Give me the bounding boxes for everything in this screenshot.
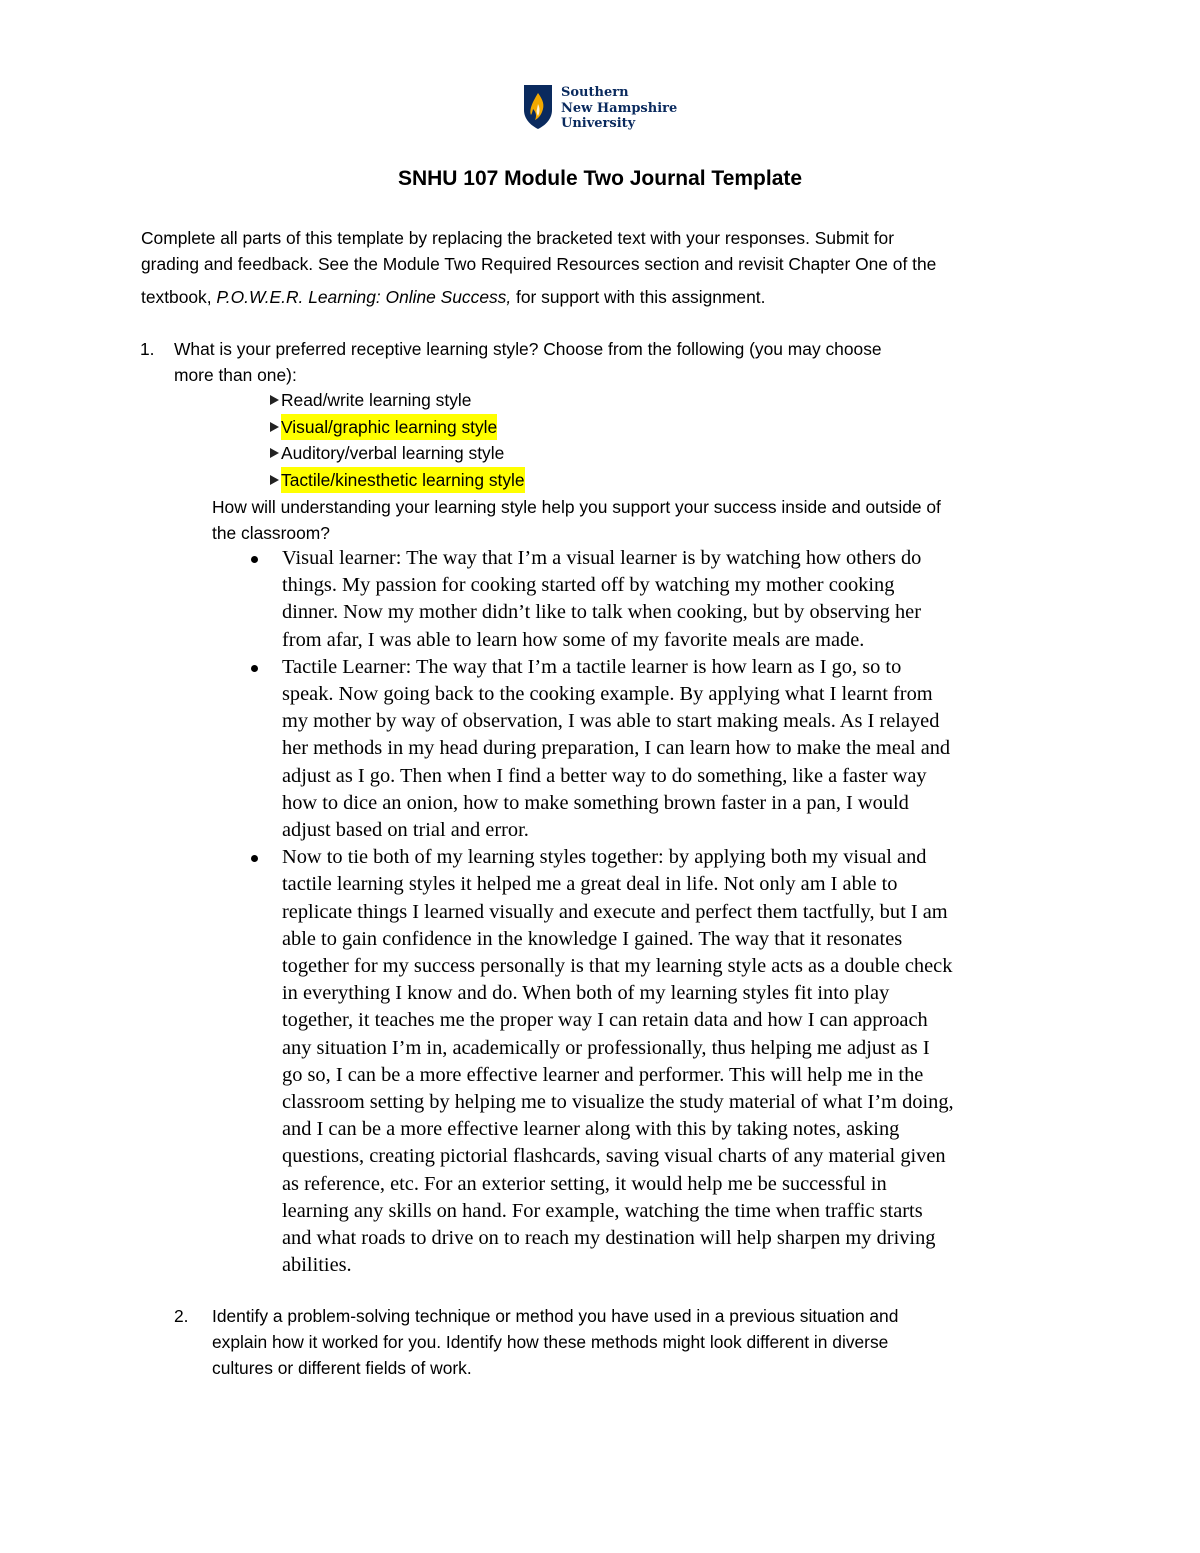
answer-line: questions, creating pictorial flashcards, saving visual charts of any material given	[282, 1145, 946, 1168]
learning-style-label-highlighted: Visual/graphic learning style	[281, 414, 497, 441]
answer-line: speak. Now going back to the cooking example. By applying what I learnt from	[282, 683, 933, 706]
answer-line: as reference, etc. For an exterior setting, it would help me be successful in	[282, 1172, 887, 1195]
question-1-followup-line-2: the classroom?	[212, 523, 330, 543]
learning-style-item	[270, 467, 525, 494]
bullet-dot-icon	[251, 855, 258, 862]
answer-line: things. My passion for cooking started off by watching my mother cooking	[282, 574, 895, 597]
learning-style-item	[270, 414, 525, 441]
snhu-logo	[523, 84, 677, 134]
answer-line: Now to tie both of my learning styles together: by applying both my visual and	[282, 846, 927, 869]
learning-style-list	[270, 387, 525, 493]
question-1-line-2: more than one):	[174, 365, 297, 385]
answer-line: together, it teaches me the proper way I can retain data and how I can approach	[282, 1009, 928, 1032]
question-1-followup	[212, 494, 941, 546]
answer-line: Visual learner: The way that I’m a visual learner is by watching how others do	[282, 547, 922, 569]
question-1-number: 1.	[140, 339, 155, 359]
question-2-line-2: explain how it worked for you. Identify how these methods might look different in diverse	[212, 1332, 889, 1352]
answer-line: any situation I’m in, academically or professionally, thus helping me adjust as I	[282, 1036, 930, 1059]
answer-line: classroom setting by helping me to visualize the study material of what I’m doing,	[282, 1091, 954, 1114]
question-1	[140, 336, 1054, 388]
learning-style-item	[270, 387, 525, 414]
question-2-line-3: cultures or different fields of work.	[212, 1358, 472, 1378]
answer-line: in everything I know and do. When both of my learning styles fit into play	[282, 982, 890, 1005]
answer-line: learning any skills on hand. For example, watching the time when traffic starts	[282, 1199, 923, 1222]
intro-line-3	[141, 284, 1071, 310]
answer-bullet-visual	[282, 545, 1072, 654]
question-2	[174, 1303, 898, 1381]
answer-line: her methods in my head during preparation, I can learn how to make the meal and	[282, 737, 951, 760]
intro-line-3-prefix: textbook,	[141, 287, 217, 307]
bullet-dot-icon	[251, 556, 258, 563]
textbook-title: P.O.W.E.R. Learning: Online Success,	[216, 287, 512, 307]
logo-line-1: Southern	[561, 85, 629, 100]
answer-line: dinner. Now my mother didn’t like to talk when cooking, but by observing her	[282, 601, 921, 624]
answer-list	[282, 545, 1072, 1279]
answer-line: tactile learning styles it helped me a great deal in life. Not only am I able to	[282, 873, 898, 896]
answer-line: go so, I can be a more effective learner and performer. This will help me in the	[282, 1063, 924, 1086]
answer-bullet-combined	[282, 844, 1072, 1279]
learning-style-label: Auditory/verbal learning style	[281, 443, 505, 463]
learning-style-label-highlighted: Tactile/kinesthetic learning style	[281, 467, 525, 494]
answer-line: my mother by way of observation, I was able to start making meals. As I relayed	[282, 710, 940, 733]
logo-wordmark	[561, 85, 677, 132]
answer-line: abilities.	[282, 1254, 352, 1277]
bullet-dot-icon	[251, 665, 258, 672]
logo-line-3: University	[561, 116, 636, 131]
snhu-flame-shield-logo-icon	[523, 84, 553, 130]
question-1-followup-line-1: How will understanding your learning style help you support your success inside and outside of	[212, 497, 941, 517]
answer-line: from afar, I was able to learn how some of my favorite meals are made.	[282, 628, 865, 651]
learning-style-item	[270, 440, 525, 467]
answer-line: adjust as I go. Then when I find a better way to do something, like a faster way	[282, 764, 927, 787]
answer-line: able to gain confidence in the knowledge I gained. The way that it resonates	[282, 927, 903, 950]
triangle-bullet-icon	[270, 475, 279, 485]
logo-line-2: New Hampshire	[561, 100, 678, 116]
intro-line-3-suffix: for support with this assignment.	[511, 287, 766, 307]
learning-style-label: Read/write learning style	[281, 390, 472, 410]
answer-line: and what roads to drive on to reach my destination will help sharpen my driving	[282, 1227, 936, 1250]
answer-line: and I can be a more effective learner along with this by taking notes, asking	[282, 1118, 900, 1141]
question-1-line-1: What is your preferred receptive learning style? Choose from the following (you may choose	[174, 339, 882, 359]
intro-line-1: Complete all parts of this template by replacing the bracketed text with your responses. Submit for	[141, 228, 894, 248]
intro-paragraph	[141, 225, 1071, 310]
answer-line: together for my success personally is that my learning style acts as a double check	[282, 955, 953, 978]
answer-line: Tactile Learner: The way that I’m a tactile learner is how learn as I go, so to	[282, 655, 902, 678]
question-2-line-1: Identify a problem-solving technique or method you have used in a previous situation and	[212, 1306, 899, 1326]
answer-bullet-tactile	[282, 654, 1072, 844]
question-2-number: 2.	[174, 1306, 189, 1326]
answer-line: how to dice an onion, how to make something brown faster in a pan, I would	[282, 791, 909, 814]
document-title: SNHU 107 Module Two Journal Template	[397, 167, 803, 190]
triangle-bullet-icon	[270, 448, 279, 458]
intro-line-2: grading and feedback. See the Module Two Required Resources section and revisit Chapter One of the	[141, 254, 937, 274]
triangle-bullet-icon	[270, 395, 279, 405]
answer-line: adjust based on trial and error.	[282, 819, 529, 842]
answer-line: replicate things I learned visually and execute and perfect them tactfully, but I am	[282, 900, 948, 923]
triangle-bullet-icon	[270, 422, 279, 432]
